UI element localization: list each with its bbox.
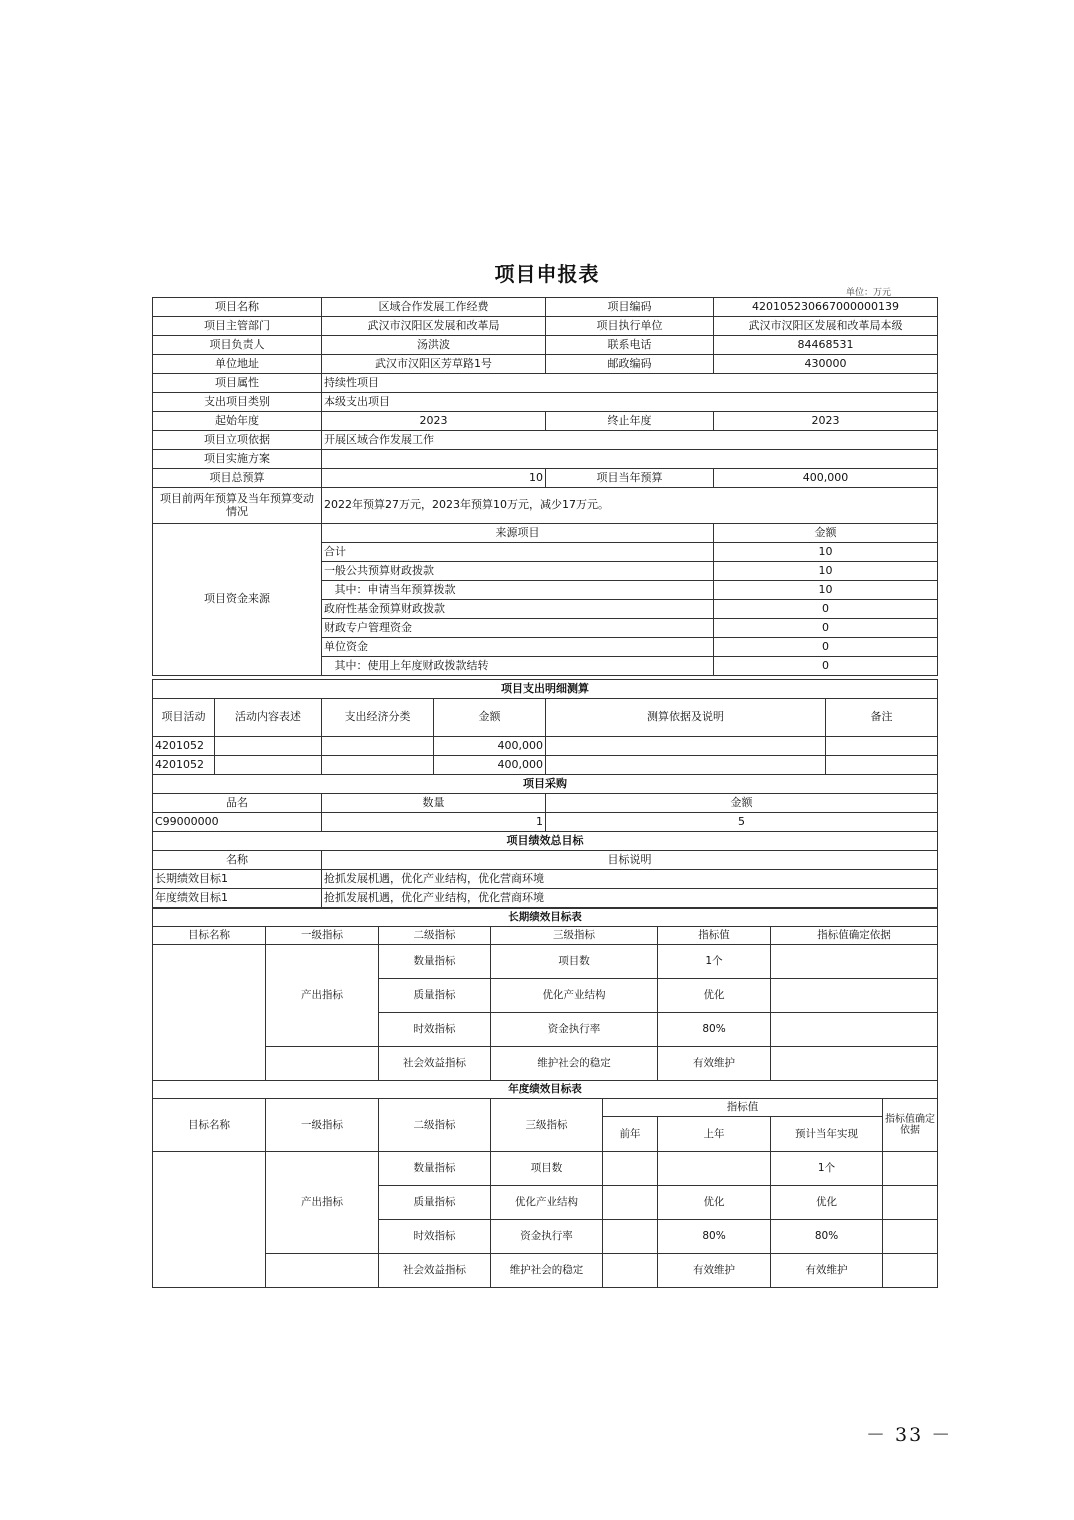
cell <box>603 1152 658 1186</box>
project-info-table <box>152 297 938 676</box>
cell: 数量指标 <box>379 1152 491 1186</box>
table-row <box>153 355 938 374</box>
cell: 0 <box>714 657 938 676</box>
cell: 400,000 <box>714 469 938 488</box>
cell: 10 <box>714 562 938 581</box>
table-row <box>153 737 938 756</box>
cell: 项目实施方案 <box>153 450 322 469</box>
cell: 本级支出项目 <box>322 393 938 412</box>
cell: 二级指标 <box>379 927 491 945</box>
cell <box>266 1254 379 1288</box>
table-row <box>153 775 938 794</box>
cell <box>153 945 266 1081</box>
table-row <box>153 945 938 979</box>
cell: 武汉市汉阳区发展和改革局本级 <box>714 317 938 336</box>
cell: 开展区域合作发展工作 <box>322 431 938 450</box>
cell: 资金执行率 <box>491 1013 658 1047</box>
cell: 优化产业结构 <box>491 1186 603 1220</box>
table-row <box>153 469 938 488</box>
cell: 项目前两年预算及当年预算变动情况 <box>153 488 322 524</box>
cell: 项目属性 <box>153 374 322 393</box>
cell <box>771 945 938 979</box>
cell <box>322 756 434 775</box>
section-header: 年度绩效目标表 <box>153 1081 938 1099</box>
cell: 武汉市汉阳区发展和改革局 <box>322 317 546 336</box>
section-header: 项目绩效总目标 <box>153 832 938 851</box>
table-row <box>153 374 938 393</box>
table-row <box>153 1099 938 1117</box>
table-row <box>153 851 938 870</box>
cell <box>603 1220 658 1254</box>
cell: 有效维护 <box>658 1047 771 1081</box>
cell: 80% <box>658 1220 771 1254</box>
cell: 目标名称 <box>153 927 266 945</box>
cell: 其中：申请当年预算拨款 <box>322 581 714 600</box>
cell: 支出经济分类 <box>322 699 434 737</box>
cell: 联系电话 <box>546 336 714 355</box>
cell: 项目主管部门 <box>153 317 322 336</box>
cell: 400,000 <box>434 737 546 756</box>
cell: 维护社会的稳定 <box>491 1047 658 1081</box>
cell: 其中：使用上年度财政拨款结转 <box>322 657 714 676</box>
cell <box>215 756 322 775</box>
cell: 年度绩效目标1 <box>153 889 322 908</box>
cell: 金额 <box>546 794 938 813</box>
section-header: 长期绩效目标表 <box>153 909 938 927</box>
page-title: 项目申报表 <box>494 262 600 286</box>
cell: 项目当年预算 <box>546 469 714 488</box>
table-row <box>153 393 938 412</box>
cell: 优化产业结构 <box>491 979 658 1013</box>
table-row <box>153 909 938 927</box>
cell: 项目活动 <box>153 699 215 737</box>
table-row <box>153 450 938 469</box>
cell <box>153 1152 266 1288</box>
cell <box>215 737 322 756</box>
funding-label: 项目资金来源 <box>153 524 322 676</box>
cell <box>658 1152 771 1186</box>
cell <box>771 1047 938 1081</box>
cell: 金额 <box>714 524 938 543</box>
cell <box>546 756 826 775</box>
cell: 有效维护 <box>771 1254 883 1288</box>
cell <box>603 1254 658 1288</box>
cell: 社会效益指标 <box>379 1254 491 1288</box>
cell: 目标说明 <box>322 851 938 870</box>
cell <box>826 756 938 775</box>
cell <box>883 1152 938 1186</box>
table-row <box>153 412 938 431</box>
cell: 0 <box>714 638 938 657</box>
cell: 一般公共预算财政拨款 <box>322 562 714 581</box>
cell <box>322 450 938 469</box>
cell: 合计 <box>322 543 714 562</box>
cell: 维护社会的稳定 <box>491 1254 603 1288</box>
cell: 项目名称 <box>153 298 322 317</box>
cell: 预计当年实现 <box>771 1117 883 1152</box>
cell: 0 <box>714 600 938 619</box>
cell: 4201052 <box>153 737 215 756</box>
cell <box>771 1013 938 1047</box>
cell: 终止年度 <box>546 412 714 431</box>
cell: 三级指标 <box>491 1099 603 1152</box>
cell: 2023 <box>714 412 938 431</box>
cell: 项目负责人 <box>153 336 322 355</box>
cell: 备注 <box>826 699 938 737</box>
cell: 84468531 <box>714 336 938 355</box>
cell: 邮政编码 <box>546 355 714 374</box>
cell: 长期绩效目标1 <box>153 870 322 889</box>
cell: 4201052 <box>153 756 215 775</box>
table-row <box>153 680 938 699</box>
cell: 测算依据及说明 <box>546 699 826 737</box>
cell: 430000 <box>714 355 938 374</box>
cell: 项目数 <box>491 945 658 979</box>
cell: 起始年度 <box>153 412 322 431</box>
cell: 项目立项依据 <box>153 431 322 450</box>
cell: 时效指标 <box>379 1220 491 1254</box>
cell: 优化 <box>658 1186 771 1220</box>
cell: 1 <box>322 813 546 832</box>
cell: 项目编码 <box>546 298 714 317</box>
table-row <box>153 1081 938 1099</box>
cell <box>883 1186 938 1220</box>
table-row <box>153 1152 938 1186</box>
table-row <box>153 699 938 737</box>
cell: 名称 <box>153 851 322 870</box>
cell: 10 <box>714 543 938 562</box>
cell: 支出项目类别 <box>153 393 322 412</box>
annual-table <box>152 1080 938 1288</box>
cell: 社会效益指标 <box>379 1047 491 1081</box>
table-row <box>153 813 938 832</box>
cell: 2022年预算27万元，2023年预算10万元，减少17万元。 <box>322 488 938 524</box>
cell <box>322 737 434 756</box>
table-row <box>153 870 938 889</box>
cell: 时效指标 <box>379 1013 491 1047</box>
table-row <box>153 889 938 908</box>
table-row <box>153 832 938 851</box>
cell: 汤洪波 <box>322 336 546 355</box>
cell: 三级指标 <box>491 927 658 945</box>
cell: 0 <box>714 619 938 638</box>
cell: 数量 <box>322 794 546 813</box>
cell: 前年 <box>603 1117 658 1152</box>
cell: 品名 <box>153 794 322 813</box>
cell: 资金执行率 <box>491 1220 603 1254</box>
cell: 5 <box>546 813 938 832</box>
cell <box>883 1220 938 1254</box>
cell: 有效维护 <box>658 1254 771 1288</box>
table-row <box>153 794 938 813</box>
cell: 单位地址 <box>153 355 322 374</box>
cell: 财政专户管理资金 <box>322 619 714 638</box>
cell: 1个 <box>771 1152 883 1186</box>
cell: 产出指标 <box>266 945 379 1047</box>
table-row <box>153 431 938 450</box>
cell: 一级指标 <box>266 927 379 945</box>
section-header: 项目支出明细测算 <box>153 680 938 699</box>
cell: 单位资金 <box>322 638 714 657</box>
cell: 指标值 <box>603 1099 883 1117</box>
cell: 400,000 <box>434 756 546 775</box>
cell: 10 <box>322 469 546 488</box>
cell: 10 <box>714 581 938 600</box>
cell: 目标名称 <box>153 1099 266 1152</box>
table-row <box>153 524 938 543</box>
cell: 优化 <box>771 1186 883 1220</box>
table-row <box>153 927 938 945</box>
cell <box>603 1186 658 1220</box>
cell: 武汉市汉阳区芳草路1号 <box>322 355 546 374</box>
cell <box>546 737 826 756</box>
cell: 80% <box>658 1013 771 1047</box>
cell: 数量指标 <box>379 945 491 979</box>
section-header: 项目采购 <box>153 775 938 794</box>
cell: 项目执行单位 <box>546 317 714 336</box>
table-row <box>153 298 938 317</box>
cell: 1个 <box>658 945 771 979</box>
detail-table <box>152 679 938 908</box>
cell: 持续性项目 <box>322 374 938 393</box>
cell: 2023 <box>322 412 546 431</box>
cell: 政府性基金预算财政拨款 <box>322 600 714 619</box>
cell: 产出指标 <box>266 1152 379 1254</box>
cell: 一级指标 <box>266 1099 379 1152</box>
table-row <box>153 488 938 524</box>
page-number: － 33 － <box>866 1424 953 1446</box>
cell <box>883 1254 938 1288</box>
cell: 指标值确定依据 <box>883 1099 938 1152</box>
cell: 二级指标 <box>379 1099 491 1152</box>
table-row <box>153 317 938 336</box>
cell: 420105230667000000139 <box>714 298 938 317</box>
cell: 项目数 <box>491 1152 603 1186</box>
cell <box>826 737 938 756</box>
cell: 指标值 <box>658 927 771 945</box>
cell: 抢抓发展机遇，优化产业结构，优化营商环境 <box>322 889 938 908</box>
table-row <box>153 336 938 355</box>
cell <box>771 979 938 1013</box>
cell: 质量指标 <box>379 979 491 1013</box>
cell: 来源项目 <box>322 524 714 543</box>
cell: 区域合作发展工作经费 <box>322 298 546 317</box>
cell: 指标值确定依据 <box>771 927 938 945</box>
table-row <box>153 1047 938 1081</box>
cell: 项目总预算 <box>153 469 322 488</box>
cell: 抢抓发展机遇，优化产业结构，优化营商环境 <box>322 870 938 889</box>
cell <box>266 1047 379 1081</box>
cell: 80% <box>771 1220 883 1254</box>
table-row <box>153 1254 938 1288</box>
long-term-table <box>152 908 938 1081</box>
cell: 上年 <box>658 1117 771 1152</box>
unit-label: 单位：万元 <box>846 288 892 298</box>
cell: 优化 <box>658 979 771 1013</box>
cell: 金额 <box>434 699 546 737</box>
cell: 质量指标 <box>379 1186 491 1220</box>
cell: 活动内容表述 <box>215 699 322 737</box>
cell: C99000000 <box>153 813 322 832</box>
table-row <box>153 756 938 775</box>
